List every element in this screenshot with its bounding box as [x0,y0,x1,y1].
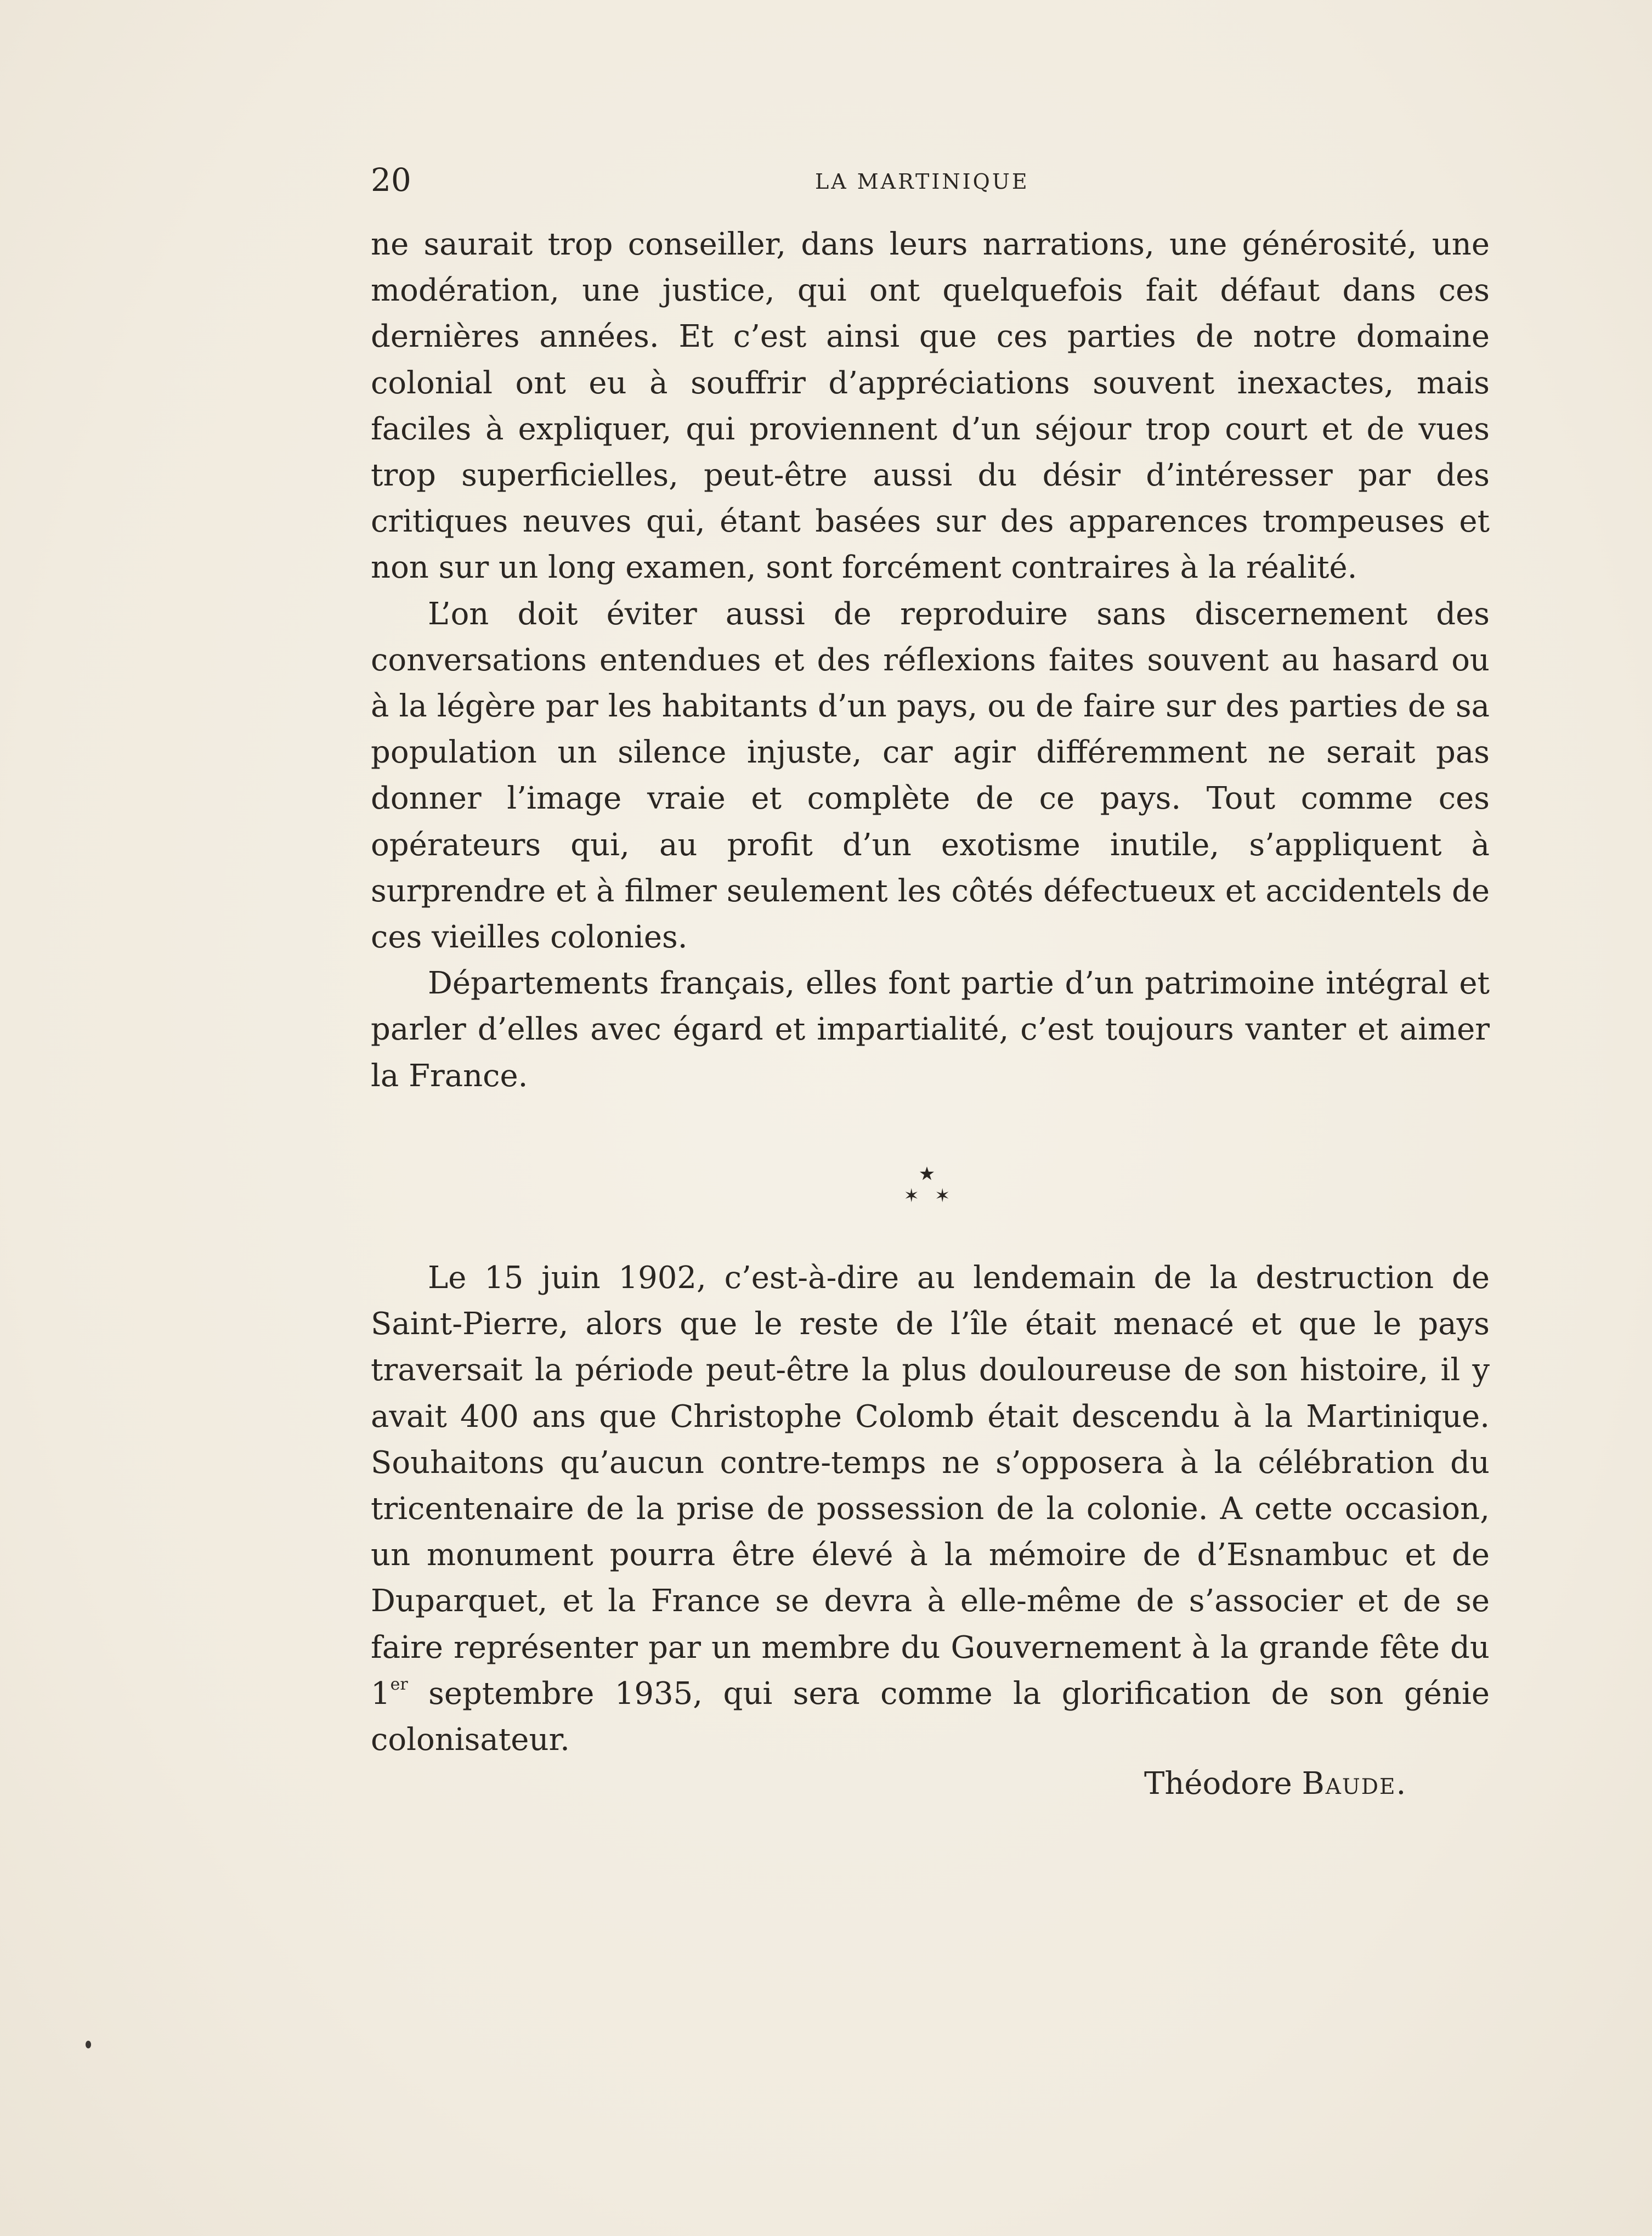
running-head: LA MARTINIQUE [815,170,1029,194]
body-text [371,222,1490,1099]
paragraph-anniversary [371,1255,1490,1763]
paragraph-anniversary-text: Le 15 juin 1902, c’est-à-dire au lendemain de la destruction de Saint-Pierre, alors que le reste de l’île était menacé et que le pays traversait la période peut-être la plus douloureuse de son histoire, il y avait 400 ans que Christophe Colomb était descendu à la Martinique. Souhaitons qu’aucun contre-temps ne s’opposera à la célébration du tricentenaire de la prise de possession de la colonie. A cette occasion, un monument pourra être élevé à la mémoire de d’Esnambuc et de Duparquet, et la France se devra à elle-même de s’associer et de se faire représenter par un membre du Gouvernement à la grande fête du 1 [371,1260,1490,1712]
author-signature [1144,1761,1406,1807]
paper-speck [86,2041,91,2048]
asterism-bottom-stars: ✶✶ [903,1185,966,1207]
author-last-name: Baude [1302,1766,1396,1802]
paragraph-anniversary-end: septembre 1935, qui sera comme la glorification de son génie colonisateur. [371,1675,1490,1758]
asterism-top-star: ★ [918,1163,936,1185]
section-asterism [878,1163,976,1223]
ordinal-superscript: er [390,1674,408,1694]
paragraph-continuation: ne saurait trop conseiller, dans leurs narrations, une générosité, une modération, une justice, qui ont quelquefois fait défaut dans ces dernières années. Et c’est ainsi que ces parties de notre domaine colonial ont eu à souffrir d’appréciations souvent inexactes, mais faciles à expliquer, qui proviennent d’un séjour trop court et de vues trop superficielles, peut-être aussi du désir d’intéresser par des critiques neuves qui, étant basées sur des apparences trompeuses et non sur un long examen, sont forcément contraires à la réalité. [371,227,1490,586]
page-header [371,158,1490,202]
paragraph-conversations: L’on doit éviter aussi de reproduire sans discernement des conversations entendues et des réflexions faites souvent au hasard ou à la légère par les habitants d’un pays, ou de faire sur des parties de sa population un silence injuste, car agir différemment ne serait pas donner l’image vraie et complète de ce pays. Tout comme ces opérateurs qui, au profit d’un exotisme inutile, s’appliquent à surprendre et à filmer seulement les côtés défectueux et accidentels de ces vieilles colonies. [371,596,1490,956]
signature-period: . [1396,1766,1406,1802]
page-number: 20 [371,161,411,199]
author-first-name: Théodore [1144,1766,1292,1802]
final-section-text [371,1255,1490,1763]
paragraph-departements: Départements français, elles font partie d’un patrimoine intégral et parler d’elles avec égard et impartialité, c’est toujours vanter et aimer la France. [371,965,1490,1094]
